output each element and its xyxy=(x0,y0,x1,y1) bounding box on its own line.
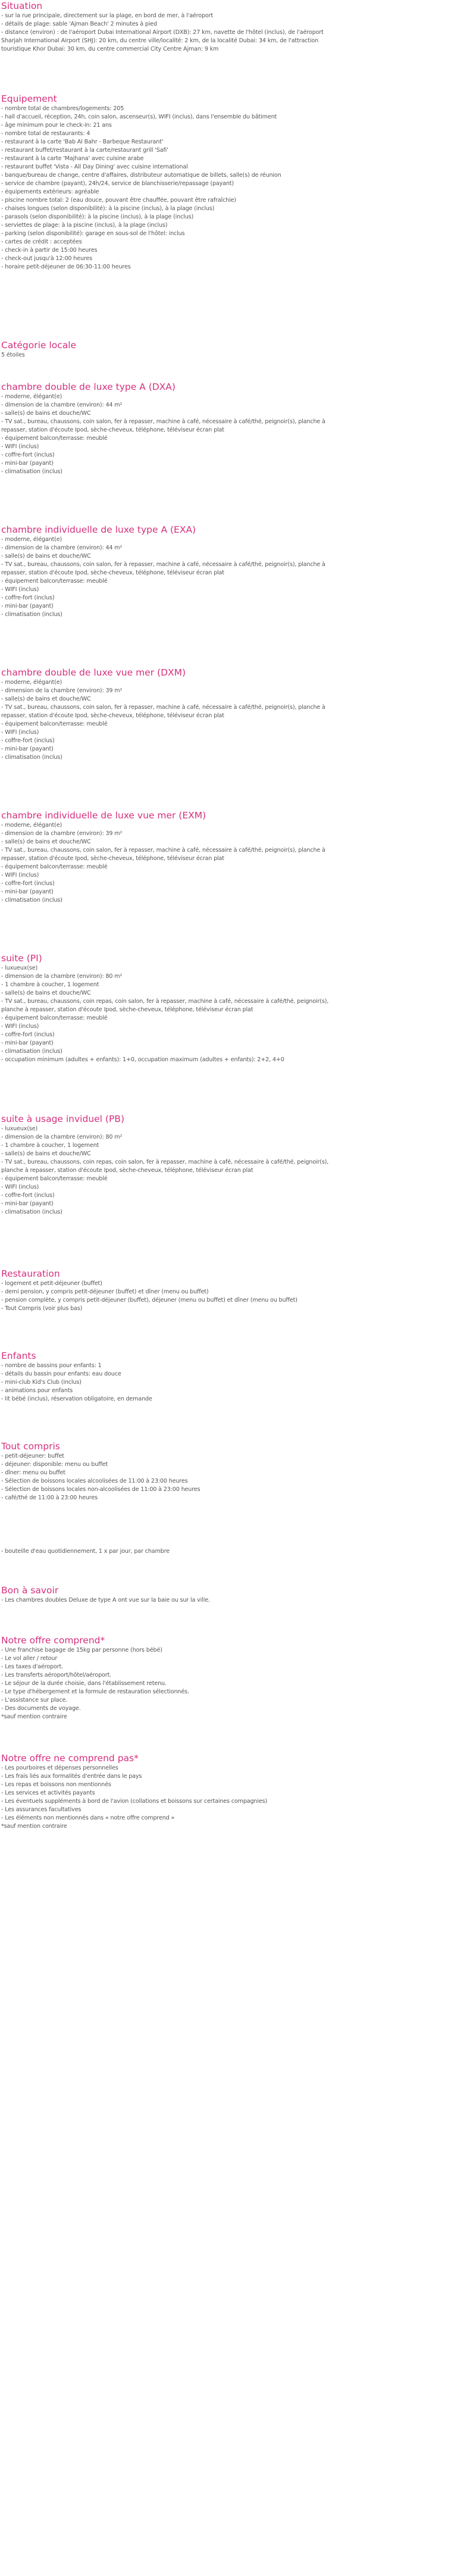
text-line: - petit-déjeuner: buffet xyxy=(1,1453,64,1459)
text-line: - Les éventuels suppléments à bord de l'avion (collations et boissons sur certaines compagnies) xyxy=(1,1798,268,1805)
section-categorie xyxy=(1,339,447,359)
text-line: - WIFI (inclus) xyxy=(1,586,39,593)
section-enfants xyxy=(1,1350,447,1403)
text-line: - dimension de la chambre (environ): 80 m² xyxy=(1,1134,123,1140)
text-line: - TV sat., bureau, chaussons, coin salon, fer à repasser, machine à café, nécessaire à café/thé, peignoir(s), planche à xyxy=(1,847,325,854)
text-line: repasser, station d'écoute Ipod, sèche-cheveux, téléphone, téléviseur écran plat xyxy=(1,855,224,862)
text-line: - équipement balcon/terrasse: meublé xyxy=(1,864,108,870)
text-line: - coffre-fort (inclus) xyxy=(1,880,55,887)
text-line: - dîner: menu ou buffet xyxy=(1,1470,65,1476)
text-line: - climatisation (inclus) xyxy=(1,897,62,904)
text-line: *sauf mention contraire xyxy=(1,1714,67,1720)
text-line: - salle(s) de bains et douche/WC xyxy=(1,990,91,996)
text-line: - distance (environ) : de l'aéroport Dubai International Airport (DXB): 27 km, navette de l'hôtel (inclus), de l'aéroport xyxy=(1,29,324,36)
text-line: - Les taxes d'aéroport. xyxy=(1,1664,63,1670)
text-line: - TV sat., bureau, chaussons, coin repas, coin salon, fer à repasser, machine à café, nécessaire à café/thé, peignoir(s), xyxy=(1,998,329,1005)
situation-lines xyxy=(1,12,447,54)
text-line: - détails de plage: sable 'Ajman Beach' 2 minutes à pied xyxy=(1,21,157,27)
offre-ne-comprend-pas-lines xyxy=(1,1764,447,1831)
section-room-exm xyxy=(1,809,447,905)
text-line: - WIFI (inclus) xyxy=(1,872,39,879)
text-line: - WIFI (inclus) xyxy=(1,1023,39,1030)
section-title: Situation xyxy=(1,1,43,11)
section-offre-comprend xyxy=(1,1634,447,1721)
room-title: chambre individuelle de luxe vue mer (EXM) xyxy=(1,810,206,821)
text-line: - déjeuner: disponible: menu ou buffet xyxy=(1,1461,108,1468)
text-line: - salle(s) de bains et douche/WC xyxy=(1,553,91,559)
text-line: - restaurant à la carte 'Bab Al Bahr - Barbeque Restaurant' xyxy=(1,139,164,145)
text-line: - salle(s) de bains et douche/WC xyxy=(1,1151,91,1157)
text-line: repasser, station d'écoute Ipod, sèche-cheveux, téléphone, téléviseur écran plat xyxy=(1,712,224,719)
categorie-lines xyxy=(1,351,447,359)
bon-a-savoir-lines xyxy=(1,1596,447,1605)
section-suite-pi xyxy=(1,952,447,1064)
text-line: - mini-bar (payant) xyxy=(1,889,54,895)
text-line: - Les services et activités payants xyxy=(1,1790,95,1796)
text-line: - TV sat., bureau, chaussons, coin salon, fer à repasser, machine à café, nécessaire à café/thé, peignoir(s), planche à xyxy=(1,418,325,425)
text-line: - horaire petit-déjeuner de 06:30-11:00 heures xyxy=(1,264,131,270)
text-line: - L'assistance sur place. xyxy=(1,1697,68,1703)
text-line: - chaises longues (selon disponibilité): à la piscine (inclus), à la plage (inclus) xyxy=(1,205,215,212)
text-line: - Sélection de boissons locales alcoolisées de 11:00 à 23:00 heures xyxy=(1,1478,188,1484)
tout-compris-lines xyxy=(1,1452,447,1502)
text-line: - mini-bar (payant) xyxy=(1,603,54,609)
section-title: Restauration xyxy=(1,1268,60,1279)
text-line: planche à repasser, station d'écoute Ipod, sèche-cheveux, téléphone, téléviseur écran plat xyxy=(1,1167,253,1174)
text-line: Sharjah International Airport (SHJ): 20 km, du centre ville/localité: 2 km, de la localité Dubai: 34 km, de l'attraction xyxy=(1,37,319,44)
offre-comprend-lines xyxy=(1,1646,447,1721)
text-line: - WIFI (inclus) xyxy=(1,443,39,450)
text-line: - Des documents de voyage. xyxy=(1,1705,81,1712)
text-line: - dimension de la chambre (environ): 39 m² xyxy=(1,687,123,694)
text-line: - dimension de la chambre (environ): 44 m² xyxy=(1,545,123,551)
text-line: - climatisation (inclus) xyxy=(1,754,62,761)
text-line: - équipement balcon/terrasse: meublé xyxy=(1,578,108,584)
section-tout-compris xyxy=(1,1440,447,1502)
text-line: - moderne, élégant(e) xyxy=(1,393,62,400)
text-line: planche à repasser, station d'écoute Ipod, sèche-cheveux, téléphone, téléviseur écran plat xyxy=(1,1006,253,1013)
section-equipement xyxy=(1,93,447,271)
text-line: - TV sat., bureau, chaussons, coin salon, fer à repasser, machine à café, nécessaire à café/thé, peignoir(s), planche à xyxy=(1,561,325,568)
section-title: Equipement xyxy=(1,93,57,104)
text-line: - serviettes de plage: à la piscine (inclus), à la plage (inclus) xyxy=(1,222,168,229)
tout-compris-extra-line: - bouteille d'eau quotidiennement, 1 x par jour, par chambre xyxy=(1,1548,170,1555)
room-title: chambre individuelle de luxe type A (EXA) xyxy=(1,524,196,535)
text-line: - animations pour enfants xyxy=(1,1387,73,1394)
text-line: - moderne, élégant(e) xyxy=(1,679,62,686)
text-line: - WIFI (inclus) xyxy=(1,1184,39,1190)
text-line: - banque/bureau de change, centre d'affaires, distributeur automatique de billets, salle(s) de réunion xyxy=(1,172,281,179)
room-lines xyxy=(1,679,447,762)
text-line: - coffre-fort (inclus) xyxy=(1,452,55,458)
text-line: - nombre total de restaurants: 4 xyxy=(1,130,90,137)
text-line: - hall d'accueil, réception, 24h, coin salon, ascenseur(s), WIFI (inclus), dans l'ensemble du bâtiment xyxy=(1,114,277,120)
section-bon-a-savoir xyxy=(1,1584,447,1605)
text-line: - Les pourboires et dépenses personnelles xyxy=(1,1765,118,1771)
text-line: - Sélection de boissons locales non-alcoolisées de 11:00 à 23:00 heures xyxy=(1,1486,201,1493)
section-suite-pb xyxy=(1,1113,447,1217)
text-line: - équipement balcon/terrasse: meublé xyxy=(1,1015,108,1021)
restauration-lines xyxy=(1,1280,447,1313)
text-line: - sur la rue principale, directement sur la plage, en bord de mer, à l'aéroport xyxy=(1,12,214,19)
room-lines xyxy=(1,964,447,1064)
room-title: chambre double de luxe vue mer (DXM) xyxy=(1,667,186,678)
text-line: - Le vol aller / retour xyxy=(1,1655,58,1662)
text-line: - salle(s) de bains et douche/WC xyxy=(1,696,91,702)
text-line: - équipement balcon/terrasse: meublé xyxy=(1,721,108,727)
text-line: - âge minimum pour le check-in: 21 ans xyxy=(1,122,112,129)
text-line: - coffre-fort (inclus) xyxy=(1,1192,55,1199)
text-line: - pension complète, y compris petit-déjeuner (buffet), déjeuner (menu ou buffet) et dîner (menu ou buffet) xyxy=(1,1297,297,1303)
room-lines xyxy=(1,536,447,619)
text-line: repasser, station d'écoute Ipod, sèche-cheveux, téléphone, téléviseur écran plat xyxy=(1,570,224,576)
text-line: - demi pension, y compris petit-déjeuner (buffet) et dîner (menu ou buffet) xyxy=(1,1289,209,1295)
room-lines xyxy=(1,393,447,476)
text-line: - TV sat., bureau, chaussons, coin salon, fer à repasser, machine à café, nécessaire à café/thé, peignoir(s), planche à xyxy=(1,704,325,711)
text-line: - restaurant buffet/restaurant à la carte/restaurant grill 'Safi' xyxy=(1,147,168,154)
section-situation xyxy=(1,0,447,54)
text-line: - Le type d'hébergement et la formule de restauration sélectionnés. xyxy=(1,1689,189,1695)
text-line: - lit bébé (inclus), réservation obligatoire, en demande xyxy=(1,1396,152,1402)
room-lines xyxy=(1,821,447,905)
text-line: - restaurant buffet 'Vista - All Day Dining' avec cuisine international xyxy=(1,164,188,170)
text-line: - Les éléments non mentionnés dans « notre offre comprend » xyxy=(1,1815,175,1821)
text-line: - moderne, élégant(e) xyxy=(1,822,62,829)
text-line: - luxueux(se) xyxy=(1,965,38,971)
section-room-exa xyxy=(1,524,447,619)
text-line: - mini-club Kid's Club (inclus) xyxy=(1,1379,82,1386)
text-line: - Les frais liés aux formalités d'entrée dans le pays xyxy=(1,1773,142,1780)
text-line: - TV sat., bureau, chaussons, coin repas, coin salon, fer à repasser, machine à café, nécessaire à café/thé, peignoir(s), xyxy=(1,1159,329,1165)
text-line: - parasols (selon disponibilité): à la piscine (inclus), à la plage (inclus) xyxy=(1,214,194,220)
text-line: - cartes de crédit : acceptées xyxy=(1,239,82,245)
section-restauration xyxy=(1,1268,447,1313)
text-line: - coffre-fort (inclus) xyxy=(1,1031,55,1038)
text-line: - dimension de la chambre (environ): 44 m² xyxy=(1,402,123,408)
text-line: - café/thé de 11:00 à 23:00 heures xyxy=(1,1495,98,1501)
text-line: - coffre-fort (inclus) xyxy=(1,595,55,601)
room-title: suite (PI) xyxy=(1,953,42,964)
text-line: - 1 chambre à coucher, 1 logement xyxy=(1,1142,99,1149)
section-room-dxa xyxy=(1,381,447,476)
text-line: - occupation minimum (adultes + enfants): 1+0, occupation maximum (adultes + enfants): 2+2, 4+0 xyxy=(1,1056,284,1063)
text-line: - mini-bar (payant) xyxy=(1,746,54,752)
text-line: - Les chambres doubles Deluxe de type A ont vue sur la baie ou sur la ville. xyxy=(1,1597,210,1603)
text-line: 5 étoiles xyxy=(1,352,25,358)
section-title: Enfants xyxy=(1,1350,36,1361)
text-line: - mini-bar (payant) xyxy=(1,1201,54,1207)
text-line: - Les repas et boissons non mentionnés xyxy=(1,1781,111,1788)
text-line: - dimension de la chambre (environ): 39 m² xyxy=(1,830,123,837)
text-line: - nombre total de chambres/logements: 205 xyxy=(1,105,124,112)
text-line: - check-out jusqu'à 12:00 heures xyxy=(1,255,93,262)
section-offre-ne-comprend-pas xyxy=(1,1752,447,1831)
room-lines xyxy=(1,1125,447,1217)
room-title: suite à usage inviduel (PB) xyxy=(1,1114,124,1124)
text-line: - 1 chambre à coucher, 1 logement xyxy=(1,981,99,988)
enfants-lines xyxy=(1,1362,447,1403)
text-line: *sauf mention contraire xyxy=(1,1823,67,1830)
section-title: Catégorie locale xyxy=(1,340,77,351)
text-line: - nombre de bassins pour enfants: 1 xyxy=(1,1362,102,1369)
text-line: - dimension de la chambre (environ): 80 m² xyxy=(1,973,123,980)
text-line: - coffre-fort (inclus) xyxy=(1,737,55,744)
text-line: - Le séjour de la durée choisie, dans l'établissement retenu. xyxy=(1,1680,167,1687)
text-line: - Les transferts aéroport/hôtel/aéroport. xyxy=(1,1672,112,1678)
section-title: Bon à savoir xyxy=(1,1585,59,1596)
text-line: repasser, station d'écoute Ipod, sèche-cheveux, téléphone, téléviseur écran plat xyxy=(1,427,224,433)
equipement-lines xyxy=(1,105,447,271)
text-line: - luxueux(se) xyxy=(1,1126,38,1132)
text-line: - équipements extérieurs: agréable xyxy=(1,189,99,195)
section-title: Tout compris xyxy=(1,1441,60,1452)
text-line: - moderne, élégant(e) xyxy=(1,536,62,543)
text-line: - check-in à partir de 15:00 heures xyxy=(1,247,98,254)
text-line: - restaurant à la carte 'Majhana' avec cuisine arabe xyxy=(1,155,144,162)
section-title: Notre offre ne comprend pas* xyxy=(1,1753,139,1764)
text-line: - parking (selon disponibilité): garage en sous-sol de l'hôtel: inclus xyxy=(1,230,185,237)
text-line: - piscine nombre total: 2 (eau douce, pouvant être chauffée, pouvant être rafraîchie) xyxy=(1,197,236,204)
text-line: - détails du bassin pour enfants: eau douce xyxy=(1,1371,121,1377)
text-line: - équipement balcon/terrasse: meublé xyxy=(1,435,108,442)
text-line: - WIFI (inclus) xyxy=(1,729,39,736)
room-title: chambre double de luxe type A (DXA) xyxy=(1,382,176,392)
text-line: - climatisation (inclus) xyxy=(1,611,62,618)
text-line: - Les assurances facultatives xyxy=(1,1806,82,1813)
text-line: - logement et petit-déjeuner (buffet) xyxy=(1,1280,102,1287)
text-line: touristique Khor Dubai: 30 km, du centre commercial City Centre Ajman: 9 km xyxy=(1,46,219,52)
text-line: - mini-bar (payant) xyxy=(1,460,54,467)
text-line: - mini-bar (payant) xyxy=(1,1040,54,1046)
text-line: - Une franchise bagage de 15kg par personne (hors bébé) xyxy=(1,1647,162,1653)
text-line: - climatisation (inclus) xyxy=(1,468,62,475)
text-line: - climatisation (inclus) xyxy=(1,1048,62,1055)
section-title: Notre offre comprend* xyxy=(1,1635,105,1646)
section-room-dxm xyxy=(1,667,447,762)
text-line: - équipement balcon/terrasse: meublé xyxy=(1,1176,108,1182)
text-line: - Tout Compris (voir plus bas) xyxy=(1,1305,83,1312)
text-line: - service de chambre (payant), 24h/24, service de blanchisserie/repassage (payant) xyxy=(1,180,234,187)
section-tout-compris-extra xyxy=(1,1548,447,1556)
text-line: - climatisation (inclus) xyxy=(1,1209,62,1215)
text-line: - salle(s) de bains et douche/WC xyxy=(1,839,91,845)
text-line: - salle(s) de bains et douche/WC xyxy=(1,410,91,417)
